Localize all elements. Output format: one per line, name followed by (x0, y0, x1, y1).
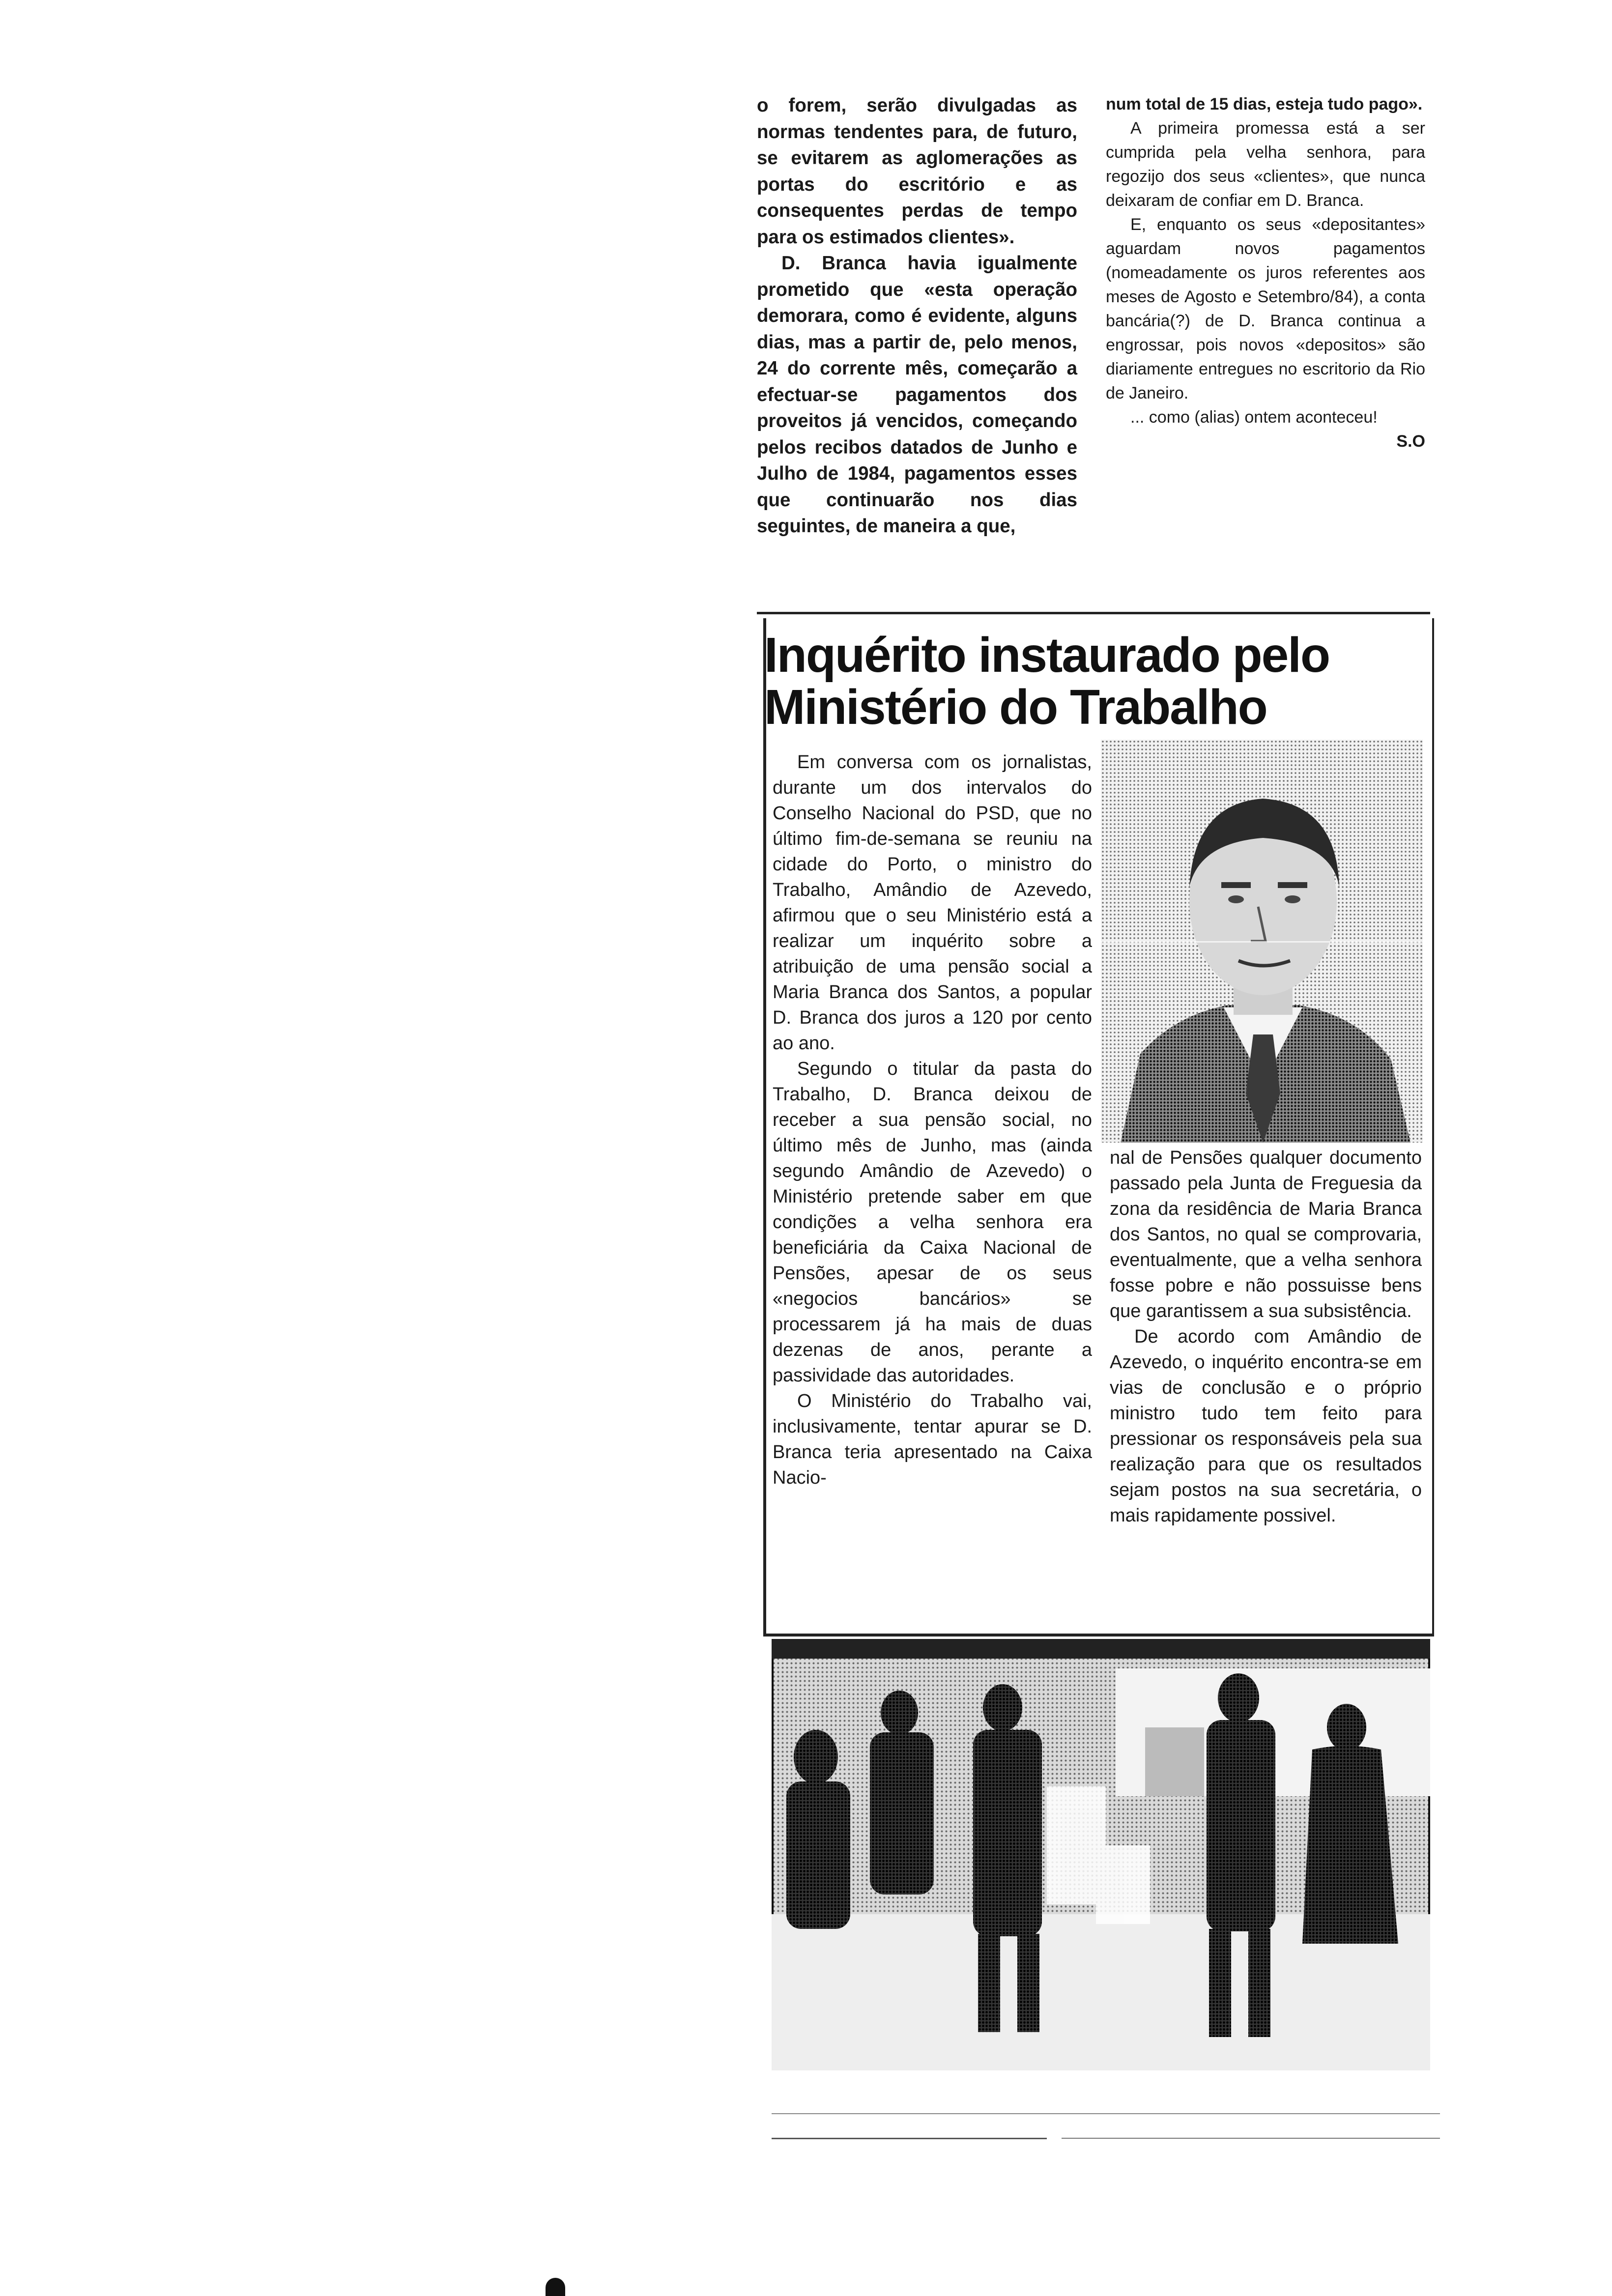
headline: Inquérito instaurado pelo Ministério do Trabalho (764, 628, 1330, 735)
paragraph: Segundo o titular da pasta do Trabalho, D. Branca deixou de receber a sua pensão social, no último mês de Junho, mas (ainda segundo Amândio de Azevedo) o Ministério pretende saber em que condições a velha senhora era beneficiária da Caixa Nacional de Pensões, apesar de os seus «negocios bancários» se processarem já ha mais de duas dezenas de anos, perante a passividade das autoridades. (773, 1059, 1092, 1386)
paragraph: o forem, serão divulgadas as normas tendentes para, de futuro, se evitarem as aglomerações as portas do escritório e as consequentes perdas de tempo para os estimados clientes». (757, 95, 1077, 248)
paragraph: nal de Pensões qualquer documento passado pela Junta de Freguesia da zona da residência de Maria Branca dos Santos, no qual se comprovaria, eventualmente, que a velha senhora fosse pobre e não possuisse bens que garantissem a sua subsistência. (1110, 1148, 1422, 1321)
signature: S.O (1396, 432, 1425, 451)
paragraph: A primeira promessa está a ser cumprida pela velha senhora, para regozijo dos seus «clientes», que nunca deixaram de confiar em D. Branca. (1106, 119, 1425, 210)
scan-artifact (772, 2113, 1440, 2114)
paragraph: De acordo com Amândio de Azevedo, o inquérito encontra-se em vias de conclusão e o próprio ministro tudo tem feito para pressionar os responsáveis pela sua realização para que os resultados sejam postos na sua secretária, o mais rapidamente possivel. (1110, 1326, 1422, 1526)
paragraph: O Ministério do Trabalho vai, inclusivamente, tentar apurar se D. Branca teria apresentado na Caixa Nacio- (773, 1391, 1092, 1488)
crowd-photo (772, 1639, 1430, 2070)
section-divider (757, 612, 1430, 614)
scan-artifact (1062, 2138, 1440, 2139)
article-right-column (1110, 1145, 1422, 1528)
top-right-column (1106, 92, 1425, 454)
paragraph: ... como (alias) ontem aconteceu! (1130, 408, 1378, 427)
top-left-column (757, 92, 1077, 540)
paragraph: E, enquanto os seus «depositantes» aguardam novos pagamentos (nomeadamente os juros referentes aos meses de Agosto e Setembro/84), a conta bancária(?) de D. Branca continua a engrossar, pois novos «depositos» são diariamente entregues no escritorio da Rio de Janeiro. (1106, 215, 1425, 402)
portrait-photo (1101, 740, 1423, 1143)
scan-artifact (546, 2278, 565, 2296)
scan-artifact (772, 2138, 1047, 2139)
paragraph: D. Branca havia igualmente prometido que «esta operação demorara, como é evidente, alguns dias, mas a partir de, pelo menos, 24 do corrente mês, começarão a efectuar-se pagamentos dos proveitos já vencidos, começando pelos recibos datados de Junho e Julho de 1984, pagamentos esses que continuarão nos dias seguintes, de maneira a que, (757, 253, 1077, 537)
paragraph: num total de 15 dias, esteja tudo pago». (1106, 95, 1423, 114)
paragraph: Em conversa com os jornalistas, durante um dos intervalos do Conselho Nacional do PSD, que no último fim-de-semana se reuniu na cidade do Porto, o ministro do Trabalho, Amândio de Azevedo, afirmou que o seu Ministério está a realizar um inquérito sobre a atribuição de uma pensão social a Maria Branca dos Santos, a popular D. Branca dos juros a 120 por cento ao ano. (773, 752, 1092, 1054)
article-left-column (773, 749, 1092, 1491)
